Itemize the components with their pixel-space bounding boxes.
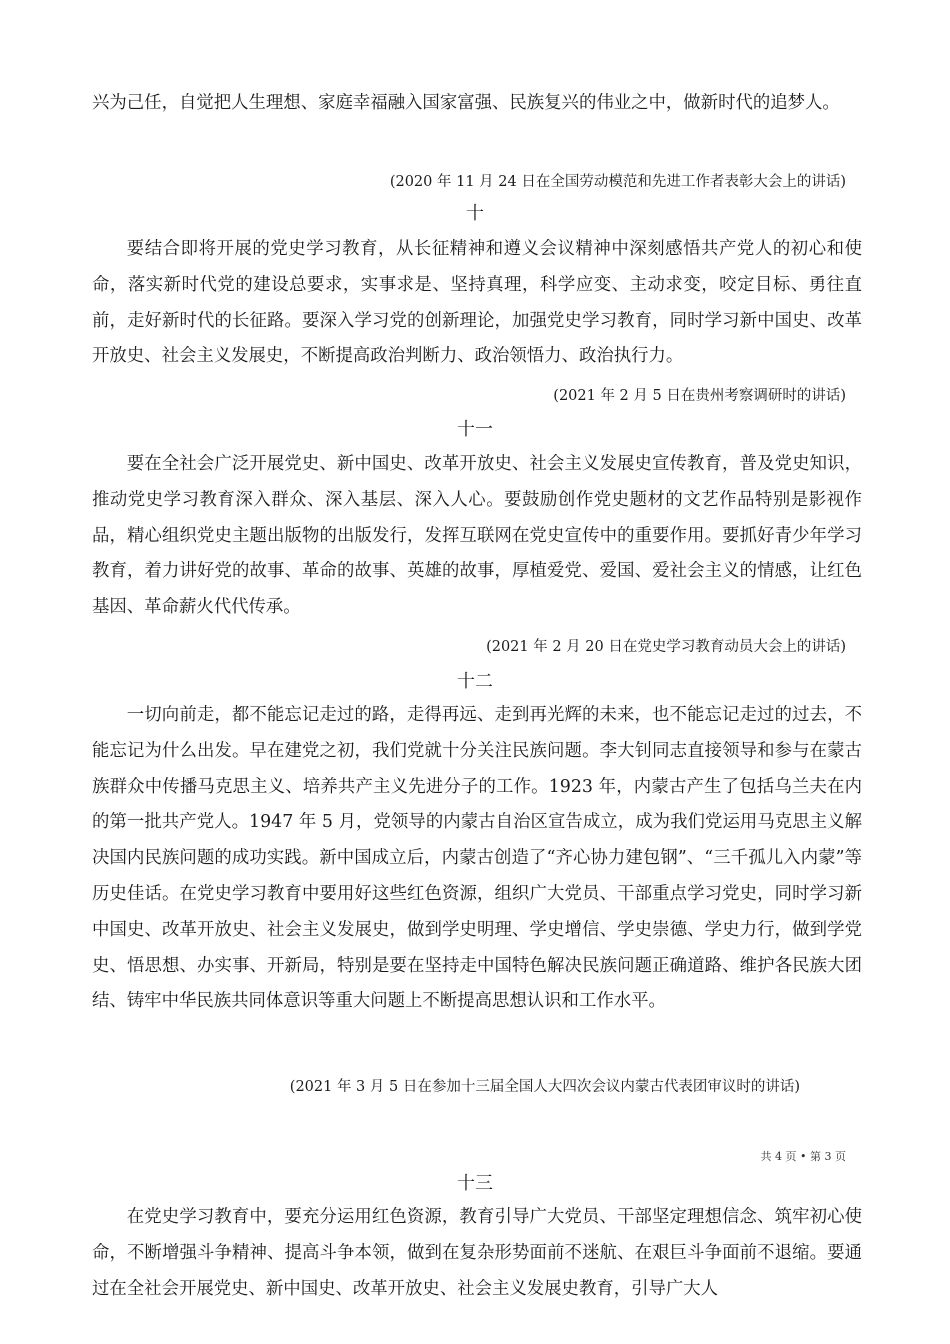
page-number: 共 4 页 • 第 3 页 [760,1150,846,1163]
paragraph-10: 要结合即将开展的党史学习教育，从长征精神和遵义会议精神中深刻感悟共产党人的初心和使命，落实新时代党的建设总要求，实事求是、坚持真理，科学应变、主动求变，咬定目标、勇往直前，走好新时代的长征路。要深入学习党的创新理论，加强党史学习教育，同时学习新中国史、改革开放史、社会主义发展史，不断提高政治判断力、政治领悟力、政治执行力。 [92,239,862,367]
source-note-2021-03-05: (2021 年 3 月 5 日在参加十三届全国人大四次会议内蒙古代表团审议时的讲话) [289,1079,800,1095]
section-heading-12: 十二 [457,671,493,692]
section-heading-10: 十 [466,203,484,224]
source-note-2021-02-05: (2021 年 2 月 5 日在贵州考察调研时的讲话) [553,388,846,404]
section-heading-13: 十三 [457,1173,493,1194]
paragraph-continued: 兴为己任，自觉把人生理想、家庭幸福融入国家富强、民族复兴的伟业之中，做新时代的追梦人。 [92,93,840,113]
source-note-2020-11-24: (2020 年 11 月 24 日在全国劳动模范和先进工作者表彰大会上的讲话) [389,174,846,190]
section-heading-11: 十一 [457,419,493,440]
source-note-2021-02-20: (2021 年 2 月 20 日在党史学习教育动员大会上的讲话) [486,639,846,655]
paragraph-11: 要在全社会广泛开展党史、新中国史、改革开放史、社会主义发展史宣传教育，普及党史知识，推动党史学习教育深入群众、深入基层、深入人心。要鼓励创作党史题材的文艺作品特别是影视作品，精心组织党史主题出版物的出版发行，发挥互联网在党史宣传中的重要作用。要抓好青少年学习教育，着力讲好党的故事、革命的故事、英雄的故事，厚植爱党、爱国、爱社会主义的情感，让红色基因、革命薪火代代传承。 [92,454,862,618]
paragraph-13: 在党史学习教育中，要充分运用红色资源，教育引导广大党员、干部坚定理想信念、筑牢初心使命，不断增强斗争精神、提高斗争本领，做到在复杂形势面前不迷航、在艰巨斗争面前不退缩。要通过在全社会开展党史、新中国史、改革开放史、社会主义发展史教育，引导广大人 [92,1207,862,1299]
paragraph-12: 一切向前走，都不能忘记走过的路，走得再远、走到再光辉的未来，也不能忘记走过的过去，不能忘记为什么出发。早在建党之初，我们党就十分关注民族问题。李大钊同志直接领导和参与在蒙古族群众中传播马克思主义、培养共产主义先进分子的工作。1923 年，内蒙古产生了包括乌兰夫在内的第一批共产党人。1947 年 5 月，党领导的内蒙古自治区宣告成立，成为我们党运用马克思主义解决国内民族问题的成功实践。新中国成立后，内蒙古创造了“齐心协力建包钢”、“三千孤儿入内蒙”等历史佳话。在党史学习教育中要用好这些红色资源，组织广大党员、干部重点学习党史，同时学习新中国史、改革开放史、社会主义发展史，做到学史明理、学史增信、学史崇德、学史力行，做到学党史、悟思想、办实事、开新局，特别是要在坚持走中国特色解决民族问题正确道路、维护各民族大团结、铸牢中华民族共同体意识等重大问题上不断提高思想认识和工作水平。 [92,705,862,1012]
